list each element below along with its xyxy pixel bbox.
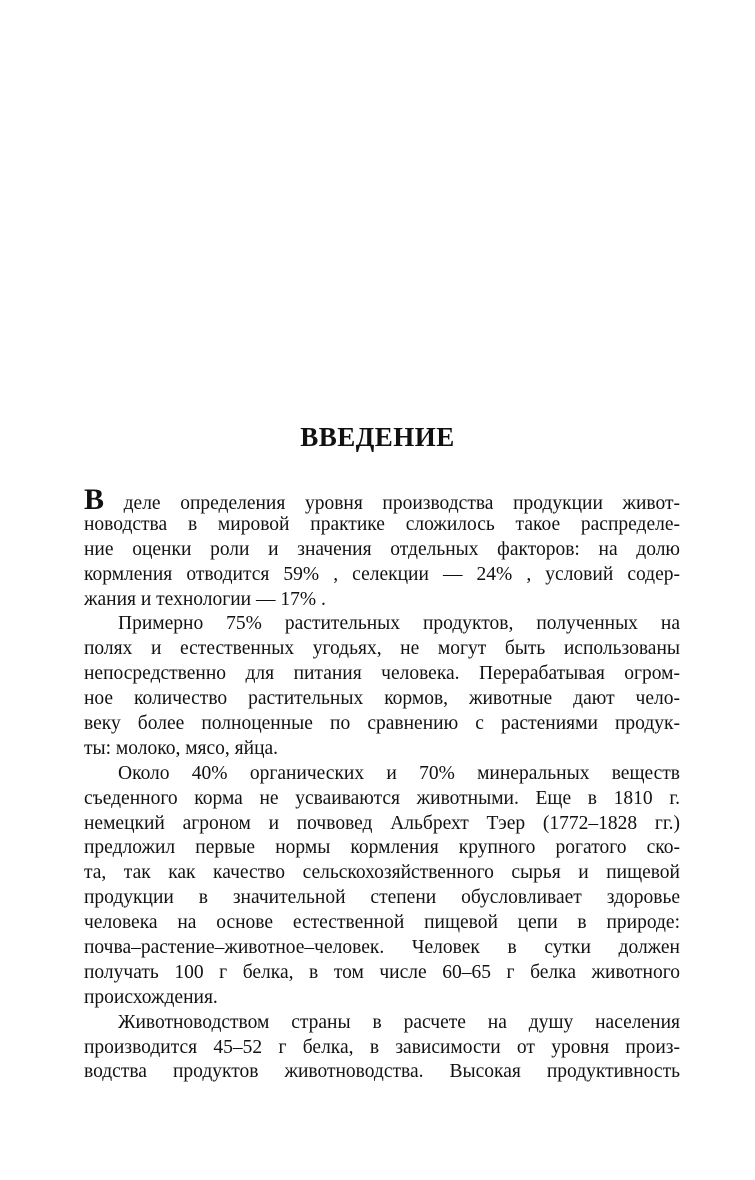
text-line: почва–растение–животное–человек. Человек в сутки должен [84,937,680,959]
text-line: Животноводством страны в расчете на душу населения [118,1011,680,1033]
text-line: кормления отводится 59% , селекции — 24% , условий содер- [84,563,680,585]
drop-cap: В [84,483,105,516]
text-line: ты: молоко, мясо, яйца. [84,737,279,759]
paragraph [84,483,680,612]
paragraph [84,762,680,1011]
text-line: ное количество растительных кормов, животные дают чело- [84,688,680,710]
text-line: та, так как качество сельскохозяйственного сырья и пищевой [84,862,680,884]
text-line-content: деле определения уровня производства продукции живот- [104,493,680,514]
paragraph [84,1011,680,1086]
chapter-heading: ВВЕДЕНИЕ [300,422,455,452]
text-line: немецкий агроном и почвовед Альбрехт Тэер (1772–1828 гг.) [84,812,680,834]
body-text [84,483,680,1085]
text-line: получать 100 г белка, в том числе 60–65 г белка животного [84,961,680,983]
text-line: предложил первые нормы кормления крупного рогатого ско- [84,837,680,859]
text-line: жания и технологии — 17% . [84,588,326,610]
text-line: производится 45–52 г белка, в зависимости от уровня произ- [84,1036,680,1058]
text-line: Примерно 75% растительных продуктов, полученных на [118,613,680,635]
text-line: съеденного корма не усваиваются животными. Еще в 1810 г. [84,787,680,809]
text-line: Около 40% органических и 70% минеральных веществ [118,762,680,784]
text-line: продукции в значительной степени обусловливает здоровье [84,887,680,909]
text-line: веку более полноценные по сравнению с растениями продук- [84,713,680,735]
text-line: полях и естественных угодьях, не могут быть использованы [84,638,680,660]
paragraph [84,612,680,761]
text-line: непосредственно для питания человека. Перерабатывая огром- [84,663,680,685]
text-line [84,483,680,516]
text-line: водства продуктов животноводства. Высокая продуктивность [84,1061,680,1083]
text-line: человека на основе естественной пищевой цепи в природе: [84,912,680,934]
text-line: происхождения. [84,986,218,1008]
text-line: новодства в мировой практике сложилось такое распределе- [84,513,680,535]
text-line: ние оценки роли и значения отдельных факторов: на долю [84,538,680,560]
